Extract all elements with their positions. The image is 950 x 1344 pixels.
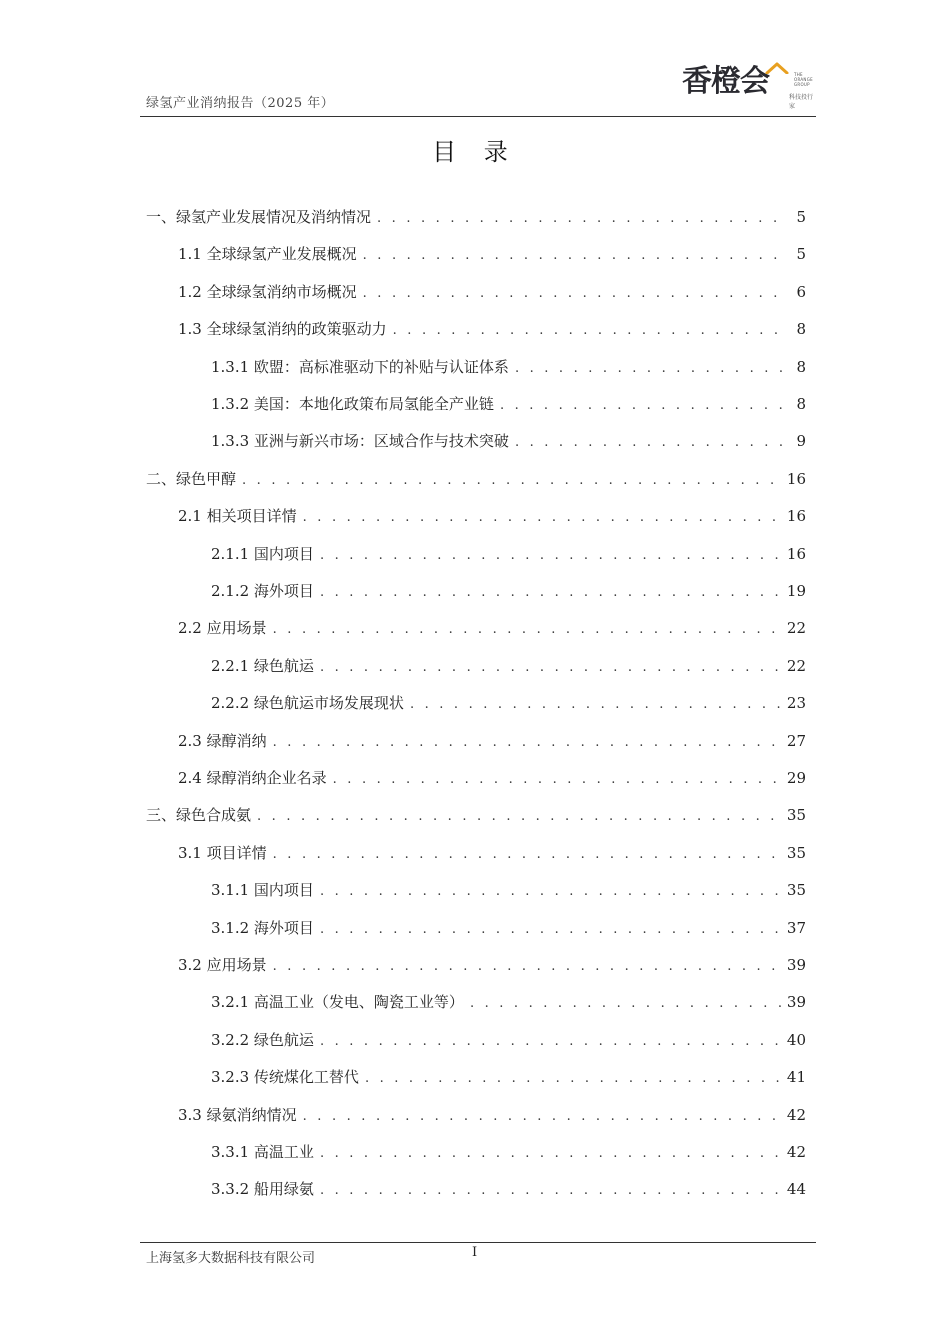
toc-entry[interactable] [211, 423, 806, 460]
toc-entry[interactable] [146, 797, 806, 834]
toc-dot-leader [410, 686, 781, 723]
toc-entry[interactable] [211, 1134, 806, 1171]
toc-entry-label: 3.1 项目详情 [178, 843, 267, 862]
company-logo [682, 62, 816, 110]
toc-entry-label: 3.2.1 高温工业（发电、陶瓷工业等） [211, 993, 464, 1012]
toc-entry[interactable] [211, 386, 806, 423]
toc-entry-page: 27 [786, 731, 806, 750]
toc-entry[interactable] [211, 984, 806, 1021]
toc-dot-leader [500, 387, 782, 424]
toc-entry-page: 5 [796, 245, 806, 264]
toc-entry[interactable] [178, 311, 806, 348]
toc-dot-leader [273, 724, 781, 761]
toc-entry-label: 3.2 应用场景 [178, 956, 267, 974]
toc-entry-page: 9 [796, 432, 806, 451]
toc-dot-leader [273, 611, 781, 648]
toc-entry-label: 2.2.1 绿色航运 [211, 656, 314, 675]
toc-entry-label: 2.2 应用场景 [178, 619, 267, 638]
toc-entry-label: 1.3.3 亚洲与新兴市场：区域合作与技术突破 [211, 432, 509, 451]
toc-entry-page: 8 [796, 357, 806, 376]
toc-entry[interactable] [178, 835, 806, 872]
toc-entry[interactable] [211, 1059, 806, 1096]
toc-entry-page: 42 [786, 1143, 806, 1161]
toc-entry-label: 1.3.1 欧盟：高标准驱动下的补贴与认证体系 [211, 357, 509, 376]
toc-entry-page: 6 [796, 282, 806, 301]
toc-entry[interactable] [178, 723, 806, 760]
toc-entry-label: 二、绿色甲醇 [146, 469, 237, 488]
footer-page-number: I [472, 1245, 478, 1260]
toc-entry-page: 44 [786, 1180, 806, 1199]
toc-dot-leader [393, 312, 782, 349]
toc-entry[interactable] [146, 199, 806, 236]
toc-entry-page: 35 [786, 843, 806, 862]
toc-entry-label: 2.1.1 国内项目 [211, 544, 314, 563]
toc-entry-page: 22 [786, 619, 806, 638]
toc-dot-leader [273, 948, 781, 985]
toc-dot-leader [515, 350, 782, 387]
toc-entry[interactable] [178, 236, 806, 273]
toc-entry[interactable] [211, 1171, 806, 1208]
toc-entry-label: 3.2.2 绿色航运 [211, 1030, 314, 1049]
toc-dot-leader [377, 200, 782, 237]
toc-entry[interactable] [211, 349, 806, 386]
logo-roof-icon [765, 62, 789, 74]
logo-subtitle: 科技投行家 [789, 94, 814, 110]
toc-entry-label: 1.1 全球绿氢产业发展概况 [178, 245, 357, 264]
page-footer [140, 1242, 816, 1266]
toc-dot-leader [365, 1060, 781, 1097]
toc-entry-page: 39 [786, 956, 806, 974]
toc-dot-leader [515, 424, 782, 461]
toc-entry-label: 2.3 绿醇消纳 [178, 731, 267, 750]
toc-entry[interactable] [211, 1022, 806, 1059]
toc-entry-label: 3.1.2 海外项目 [211, 918, 314, 937]
toc-entry[interactable] [178, 498, 806, 535]
toc-entry-label: 2.2.2 绿色航运市场发展现状 [211, 694, 404, 713]
logo-en-line: THE [794, 72, 803, 77]
toc-dot-leader [363, 275, 782, 312]
toc-entry-label: 3.2.3 传统煤化工替代 [211, 1068, 359, 1087]
toc-entry[interactable] [211, 872, 806, 909]
toc-dot-leader [320, 1023, 781, 1060]
toc-entry-page: 8 [796, 320, 806, 339]
toc-dot-leader [320, 574, 781, 611]
toc-entry-page: 23 [786, 694, 806, 713]
toc-entry[interactable] [178, 947, 806, 984]
toc-entry[interactable] [146, 461, 806, 498]
toc-entry[interactable] [178, 760, 806, 797]
toc-dot-leader [320, 1135, 781, 1172]
toc-entry[interactable] [178, 1097, 806, 1134]
footer-company: 上海氢多大数据科技有限公司 [146, 1251, 316, 1266]
toc-entry-page: 16 [786, 469, 806, 488]
toc-dot-leader [242, 462, 781, 499]
toc-entry[interactable] [211, 536, 806, 573]
toc-entry-page: 19 [786, 582, 806, 600]
toc-entry-label: 1.3.2 美国：本地化政策布局氢能全产业链 [211, 395, 494, 413]
toc-dot-leader [363, 237, 782, 274]
toc-entry-page: 40 [786, 1030, 806, 1049]
logo-text: 香橙会 [682, 64, 769, 99]
toc-entry-label: 3.1.1 国内项目 [211, 881, 314, 900]
toc-entry-page: 37 [786, 918, 806, 937]
toc-dot-leader [273, 836, 781, 873]
toc-dot-leader [303, 1098, 781, 1135]
logo-en-line: ORANGE [794, 77, 813, 82]
toc-entry-label: 三、绿色合成氨 [146, 806, 252, 825]
toc-entry-label: 一、绿氢产业发展情况及消纳情况 [146, 208, 372, 226]
toc-dot-leader [333, 761, 781, 798]
toc-entry-page: 35 [786, 806, 806, 825]
toc-entry[interactable] [211, 685, 806, 722]
toc-entry-label: 1.2 全球绿氢消纳市场概况 [178, 282, 357, 301]
report-title: 绿氢产业消纳报告（2025 年） [146, 96, 335, 111]
toc-entry-label: 3.3.2 船用绿氨 [211, 1180, 314, 1199]
toc-entry-page: 16 [786, 507, 806, 526]
toc-dot-leader [470, 985, 781, 1022]
toc-entry-page: 29 [786, 769, 806, 787]
toc-entry-page: 42 [786, 1105, 806, 1124]
toc-entry[interactable] [211, 573, 806, 610]
toc-dot-leader [320, 911, 781, 948]
toc-entry-page: 16 [786, 544, 806, 563]
toc-entry-label: 3.3 绿氨消纳情况 [178, 1105, 297, 1124]
toc-entry[interactable] [211, 910, 806, 947]
toc-entry-page: 22 [786, 656, 806, 675]
toc-title: 目 录 [432, 138, 518, 166]
page-header [140, 62, 816, 117]
toc-entry-label: 3.3.1 高温工业 [211, 1143, 314, 1161]
toc-dot-leader [303, 499, 781, 536]
toc-entry-page: 5 [796, 208, 806, 226]
toc-dot-leader [320, 1172, 781, 1209]
toc-entry-page: 35 [786, 881, 806, 900]
logo-en-line: GROUP [794, 82, 810, 87]
toc-entry[interactable] [211, 648, 806, 685]
toc-entry-label: 2.4 绿醇消纳企业名录 [178, 769, 327, 787]
toc-dot-leader [320, 873, 781, 910]
toc-dot-leader [257, 798, 781, 835]
toc-entry[interactable] [178, 610, 806, 647]
toc-entry[interactable] [178, 274, 806, 311]
toc-dot-leader [320, 537, 781, 574]
toc-dot-leader [320, 649, 781, 686]
toc-entry-page: 41 [786, 1068, 806, 1087]
logo-english-text [794, 72, 813, 87]
toc-entry-page: 39 [786, 993, 806, 1012]
toc-entry-label: 2.1 相关项目详情 [178, 507, 297, 526]
toc-entry-page: 8 [796, 395, 806, 413]
toc-entry-label: 1.3 全球绿氢消纳的政策驱动力 [178, 320, 387, 339]
toc-entry-label: 2.1.2 海外项目 [211, 582, 314, 600]
